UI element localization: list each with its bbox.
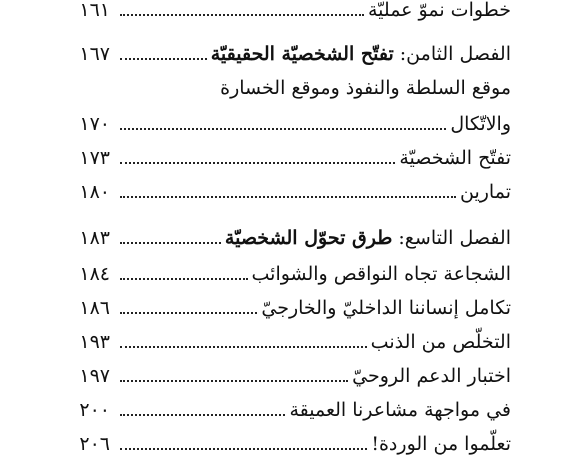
toc-entry-page: ١٩٧: [79, 365, 110, 387]
toc-entry-page: ١٨٦: [79, 297, 110, 319]
leader-dots: [120, 278, 248, 280]
toc-entry-title-line: موقع السلطة والنفوذ وموقع الخسارة: [220, 77, 511, 99]
leader-dots: [120, 162, 395, 164]
toc-entry: [79, 392, 511, 422]
toc-entry-page: ١٨٤: [79, 263, 110, 285]
toc-entry-page: ١٨٣: [79, 227, 110, 249]
chapter-title: [221, 226, 511, 250]
toc-entry-title: والاتّكال: [450, 113, 511, 135]
toc-entry-page: ١٧٣: [79, 147, 110, 169]
chapter-name: تفتّح الشخصيّة الحقيقيّة: [210, 43, 394, 65]
toc-entry: [79, 140, 511, 170]
toc-entry-title: تعلّموا من الوردة!: [371, 433, 511, 455]
toc-entry-page: ١٦١: [79, 0, 110, 21]
toc-entry: [79, 324, 511, 354]
toc-entry-title: الشجاعة تجاه النواقص والشوائب: [251, 263, 511, 285]
toc-entry: [79, 290, 511, 320]
toc-entry: [79, 256, 511, 286]
toc-entry-page: ١٩٣: [79, 331, 110, 353]
chapter-title: [207, 42, 511, 66]
leader-dots: [120, 242, 221, 244]
toc-entry-page: ١٧٠: [79, 113, 110, 135]
leader-dots: [120, 14, 364, 16]
leader-dots: [120, 448, 367, 450]
leader-dots: [120, 414, 285, 416]
leader-dots: [120, 196, 456, 198]
leader-dots: [120, 346, 367, 348]
toc-entry: [79, 358, 511, 388]
leader-dots: [120, 312, 257, 314]
toc-entry: [79, 426, 511, 456]
toc-entry: [79, 0, 511, 22]
chapter-name: طرق تحوّل الشخصيّة: [224, 227, 393, 249]
chapter-heading: [79, 36, 511, 66]
toc-entry-page: ١٦٧: [79, 43, 110, 65]
chapter-label: الفصل التاسع:: [398, 227, 511, 249]
toc-entry-title: التخلّص من الذنب: [370, 331, 511, 353]
leader-dots: [120, 380, 348, 382]
toc-entry-title: تفتّح الشخصيّة: [399, 147, 511, 169]
toc-entry-page: ٢٠٠: [79, 399, 110, 421]
toc-entry-page: ٢٠٦: [79, 433, 110, 455]
toc-entry-title: تكامل إنساننا الداخليّ والخارجيّ: [261, 297, 511, 319]
toc-entry: [79, 174, 511, 204]
leader-dots: [120, 128, 446, 130]
toc-entry-title: اختبار الدعم الروحيّ: [352, 365, 511, 387]
toc-entry-title: تمارين: [460, 181, 511, 203]
leader-dots: [120, 58, 207, 60]
toc-entry-page: ١٨٠: [79, 181, 110, 203]
toc-entry-title: في مواجهة مشاعرنا العميقة: [289, 399, 511, 421]
toc-entry: [79, 106, 511, 136]
chapter-heading: [79, 220, 511, 250]
toc-entry-title: خطوات نموّ عمليّة: [367, 0, 511, 21]
chapter-label: الفصل الثامن:: [399, 43, 511, 65]
